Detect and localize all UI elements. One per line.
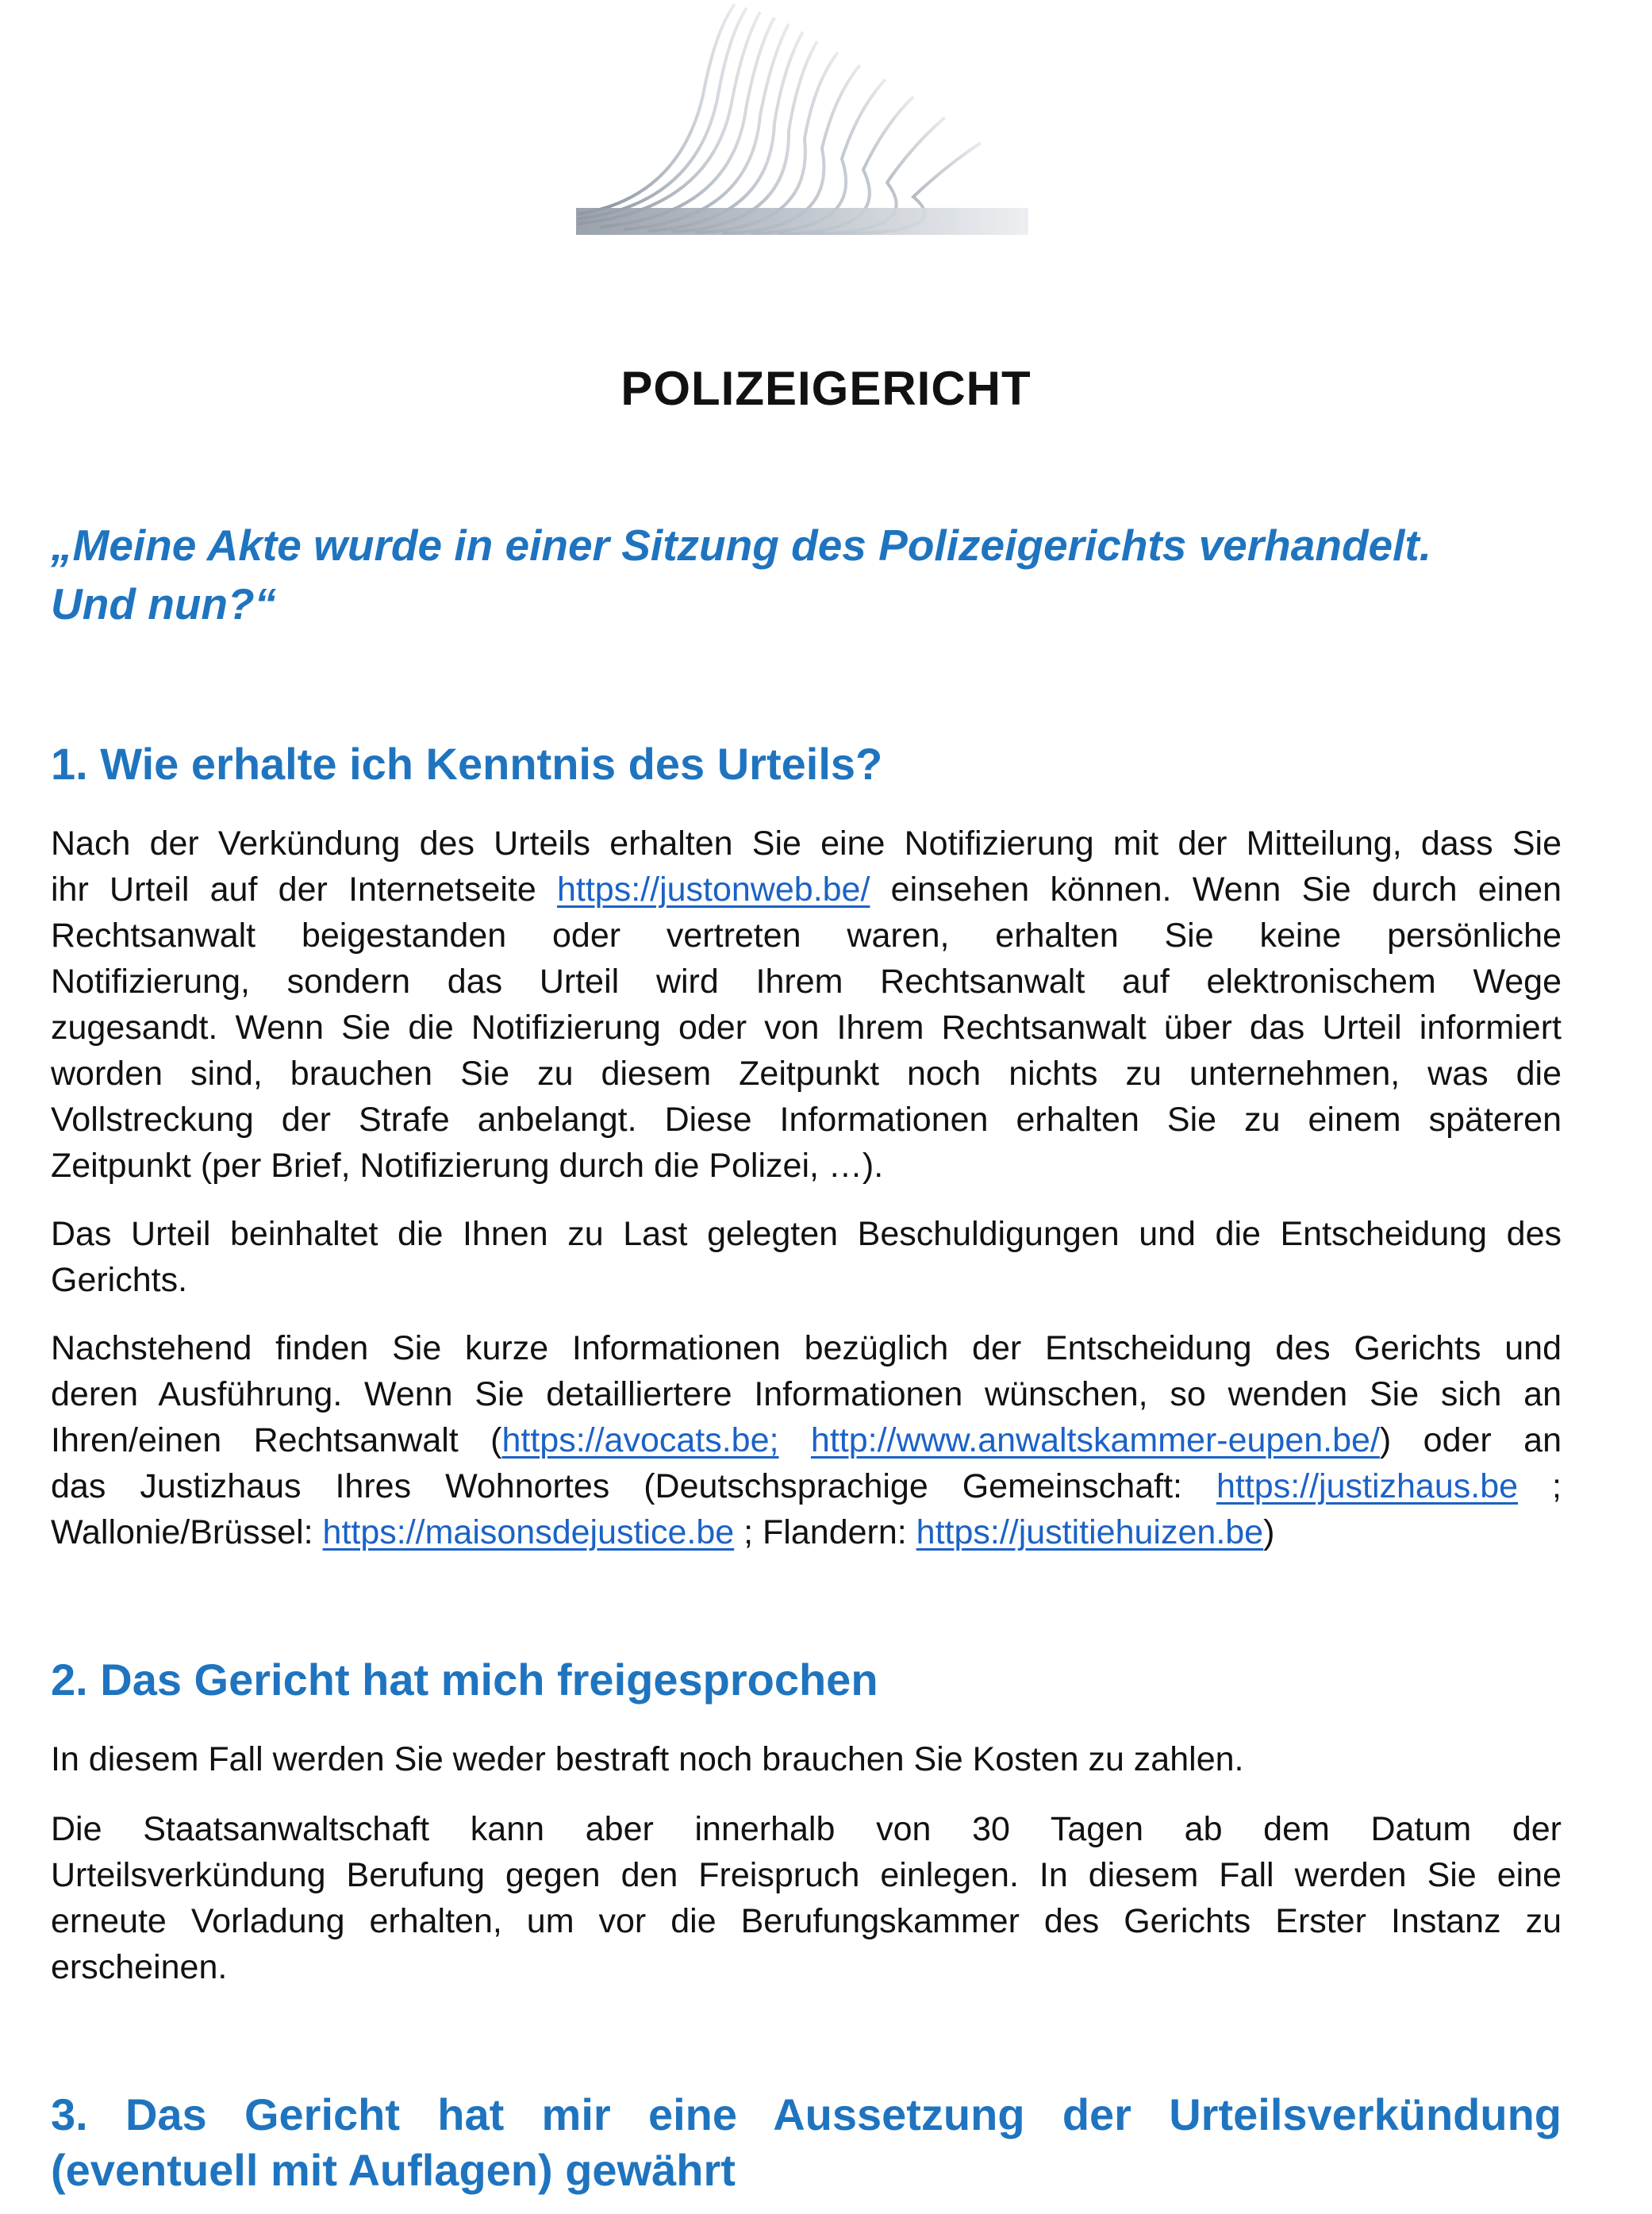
text-fragment: ; Flandern: [734, 1513, 916, 1551]
text-line: erscheinen. [51, 1948, 228, 1986]
text-line: Vollstreckung der Strafe anbelangt. Diese Informationen erhalten Sie zu einem späteren [51, 1101, 1562, 1139]
justonweb-link[interactable]: https://justonweb.be/ [557, 871, 870, 909]
heading-line: (eventuell mit Auflagen) gewährt [51, 2145, 736, 2195]
text-line [51, 1463, 1562, 1509]
text-fragment: Ihren/einen Rechtsanwalt ( [51, 1421, 502, 1459]
text-line: Zeitpunkt (per Brief, Notifizierung durch die Polizei, …). [51, 1147, 884, 1185]
justizhaus-link[interactable]: https://justizhaus.be [1216, 1467, 1519, 1505]
text-fragment: ) oder an [1379, 1421, 1562, 1459]
text-line [51, 1509, 1562, 1555]
page-title: POLIZEIGERICHT [620, 362, 1032, 415]
maisonsdejustice-link[interactable]: https://maisonsdejustice.be [322, 1513, 735, 1551]
text-line: Nach der Verkündung des Urteils erhalten Sie eine Notifizierung mit der Mitteilung, dass Sie [51, 824, 1562, 863]
text-line: Urteilsverkündung Berufung gegen den Freispruch einlegen. In diesem Fall werden Sie eine [51, 1856, 1562, 1894]
text-fragment: einsehen können. Wenn Sie durch einen [870, 871, 1562, 909]
text-line: In diesem Fall werden Sie weder bestraft noch brauchen Sie Kosten zu zahlen. [51, 1740, 1244, 1778]
document-subtitle [51, 516, 1574, 633]
anwaltskammer-link[interactable]: http://www.anwaltskammer-eupen.be/ [810, 1421, 1380, 1459]
text-fragment: Wallonie/Brüssel: [51, 1513, 323, 1551]
text-line: Rechtsanwalt beigestanden oder vertreten waren, erhalten Sie keine persönliche [51, 917, 1562, 955]
text-fragment: das Justizhaus Ihres Wohnortes (Deutschsprachige Gemeinschaft: [51, 1467, 1216, 1505]
text-line [51, 867, 1562, 913]
section-heading-1: 1. Wie erhalte ich Kenntnis des Urteils? [51, 739, 883, 789]
section1-paragraph-2 [51, 1211, 1562, 1303]
avocats-link[interactable]: https://avocats.be; [501, 1421, 779, 1459]
text-line: zugesandt. Wenn Sie die Notifizierung oder von Ihrem Rechtsanwalt über das Urteil informiert [51, 1009, 1562, 1047]
text-line: deren Ausführung. Wenn Sie detailliertere Informationen wünschen, so wenden Sie sich an [51, 1375, 1562, 1413]
text-line: Das Urteil beinhaltet die Ihnen zu Last gelegten Beschuldigungen und die Entscheidung des [51, 1215, 1562, 1253]
text-line: Gerichts. [51, 1261, 188, 1299]
text-line: Nachstehend finden Sie kurze Informationen bezüglich der Entscheidung des Gerichts und [51, 1329, 1562, 1367]
text-line: erneute Vorladung erhalten, um vor die Berufungskammer des Gerichts Erster Instanz zu [51, 1902, 1562, 1940]
text-fragment: ihr Urteil auf der Internetseite [51, 871, 557, 909]
court-building-logo-icon [576, 0, 1028, 235]
section-heading-2: 2. Das Gericht hat mich freigesprochen [51, 1655, 878, 1705]
section-heading-3 [51, 2087, 1562, 2198]
section1-paragraph-3 [51, 1325, 1562, 1555]
subtitle-line: „Meine Akte wurde in einer Sitzung des Polizeigerichts verhandelt. [51, 521, 1432, 570]
text-line [51, 1417, 1562, 1463]
section2-paragraph-2 [51, 1806, 1562, 1990]
heading-line: 3. Das Gericht hat mir eine Aussetzung der Urteilsverkündung [51, 2089, 1562, 2139]
justitiehuizen-link[interactable]: https://justitiehuizen.be [916, 1513, 1264, 1551]
section2-paragraph-1 [51, 1736, 1562, 1782]
subtitle-line: Und nun?“ [51, 579, 277, 628]
text-line: Die Staatsanwaltschaft kann aber innerhalb von 30 Tagen ab dem Datum der [51, 1810, 1562, 1848]
text-fragment: ) [1263, 1513, 1275, 1551]
section1-paragraph-1 [51, 821, 1562, 1189]
text-line: Notifizierung, sondern das Urteil wird Ihrem Rechtsanwalt auf elektronischem Wege [51, 963, 1562, 1001]
text-line: worden sind, brauchen Sie zu diesem Zeitpunkt noch nichts zu unternehmen, was die [51, 1055, 1562, 1093]
text-fragment: ; [1518, 1467, 1562, 1505]
